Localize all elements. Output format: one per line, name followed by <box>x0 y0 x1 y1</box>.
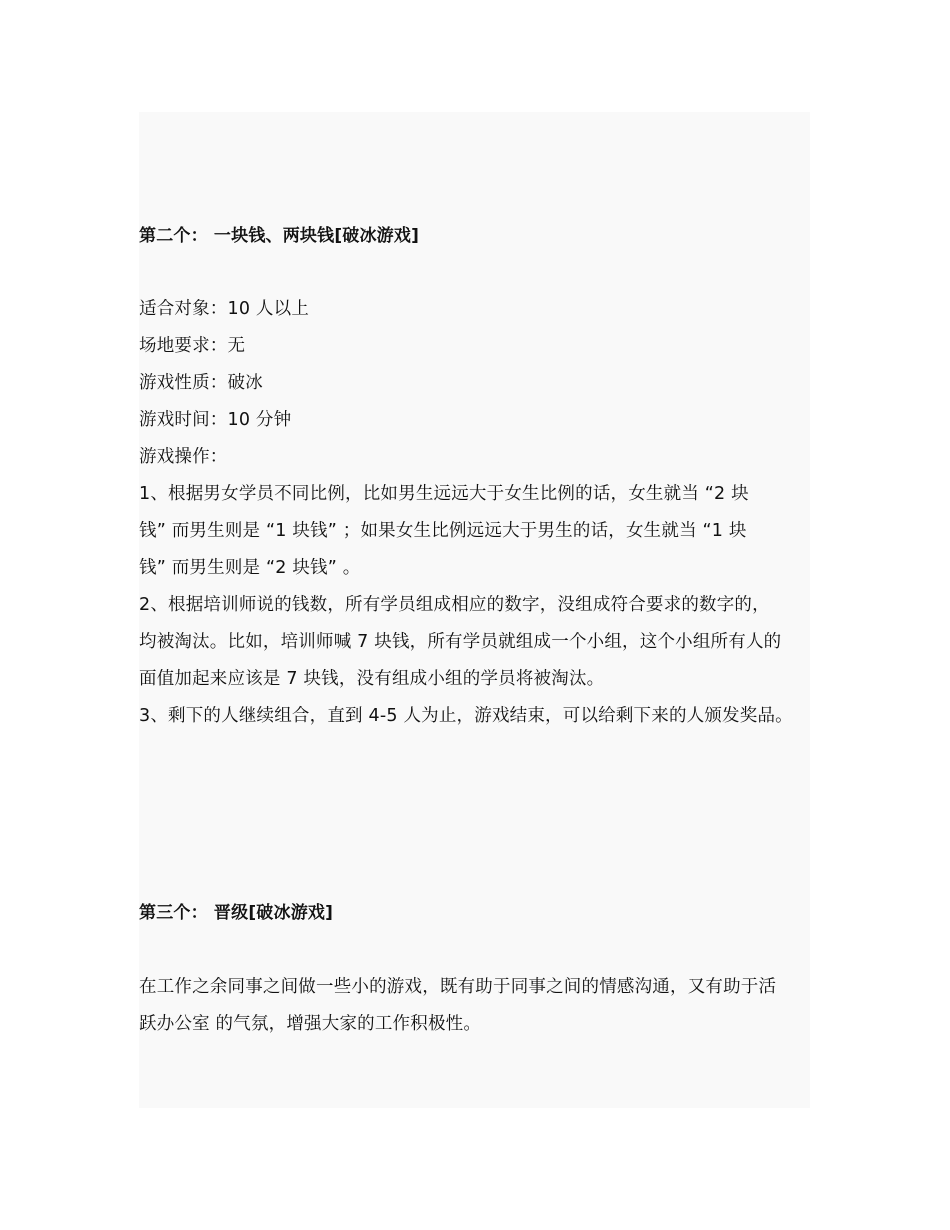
step1-line: 钱” 而男生则是 “1 块钱” ；如果女生比例远远大于男生的话，女生就当 “1 块 <box>139 521 747 541</box>
step1-line: 钱” 而男生则是 “2 块钱” 。 <box>139 558 361 578</box>
step2-line: 2、根据培训师说的钱数，所有学员组成相应的数字，没组成符合要求的数字的， <box>139 595 770 615</box>
section3-intro-line: 跃办公室 的气氛，增强大家的工作积极性。 <box>139 1014 482 1034</box>
section3-intro-line: 在工作之余同事之间做一些小的游戏，既有助于同事之间的情感沟通，又有助于活 <box>139 977 777 997</box>
section2-heading: 第二个： 一块钱、两块钱[破冰游戏] <box>139 226 420 246</box>
target-audience: 适合对象：10 人以上 <box>139 299 310 319</box>
step1-line: 1、根据男女学员不同比例，比如男生远远大于女生比例的话，女生就当 “2 块 <box>139 484 749 504</box>
step2-line: 面值加起来应该是 7 块钱，没有组成小组的学员将被淘汰。 <box>139 669 605 689</box>
game-operation-label: 游戏操作： <box>139 447 228 467</box>
venue-requirement: 场地要求：无 <box>139 336 246 356</box>
section3-heading: 第三个： 晋级[破冰游戏] <box>139 903 334 923</box>
step2-line: 均被淘汰。比如，培训师喊 7 块钱，所有学员就组成一个小组，这个小组所有人的 <box>139 632 782 652</box>
game-nature: 游戏性质：破冰 <box>139 373 263 393</box>
game-duration: 游戏时间：10 分钟 <box>139 410 292 430</box>
step3-line: 3、剩下的人继续组合，直到 4-5 人为止，游戏结束，可以给剩下来的人颁发奖品。 <box>139 704 803 728</box>
